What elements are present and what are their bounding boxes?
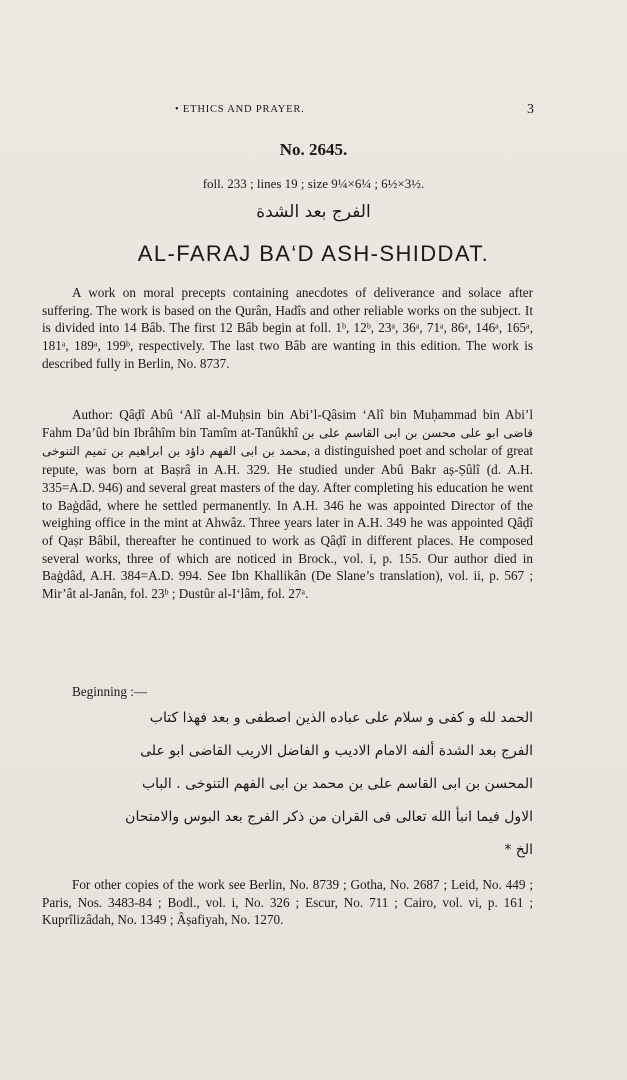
work-title: AL-FARAJ BA‘D ASH-SHIDDAT. (137, 241, 490, 266)
author-text-part2: , a distinguished poet and scholar of great repute, was born at Baṣrâ in A.H. 329. He studied under Abû Bakr aṣ-Ṣûlî (d. A.H. 335=A.D. 946) and several great masters of the day. After completing his education he went to Baġdâd, where he settled permanently. In A.H. 346 he was appointed Director of the weighing office in the mint at Ahwâz. Three years later in A.H. 349 he was appointed Qâḍî of Qaṣr Bâbil, thereafter he continued to work as Qâḍî in different places. He composed several works, three of which are noticed in Brock., vol. i, p. 155. Our author died in Baġdâd, A.H. 384=A.D. 994. See Ibn Khallikân (De Slane’s translation), vol. ii, p. 567 ; Mir’ât al-Janân, fol. 23ᵇ ; Dustûr al-I‘lâm, fol. 27ᵃ. (42, 443, 533, 602)
physical-description: foll. 233 ; lines 19 ; size 9¼×6¼ ; 6½×3½. (202, 176, 425, 191)
arabic-line: الخ * (504, 842, 533, 858)
record-number: No. 2645. (279, 140, 348, 159)
description-paragraph: A work on moral precepts containing anecdotes of deliverance and solace after suffering. The work is based on the Qurân, Hadîs and other reliable works on the subject. It is divided into 14 Bâb. The first 12 Bâb begin at foll. 1ᵇ, 12ᵇ, 23ᵃ, 36ᵃ, 71ᵃ, 86ᵃ, 146ᵃ, 165ᵃ, 181ᵃ, 189ᵃ, 199ᵇ, respectively. The last two Bâb are wanting in this edition. The work is described fully in Berlin, No. 8737. (42, 285, 533, 371)
author-paragraph (42, 406, 533, 603)
author-arabic-name: قاضی ابو علی محسن بن ابی القاسم علی بن محمد بن ابی الفهم داؤد بن ابراهیم بن تمیم التنوخی (42, 425, 534, 459)
page-number: 3 (527, 102, 534, 117)
arabic-line: الحمد لله و كفى و سلام على عباده الذين اصطفى و بعد فهذا كتاب (149, 710, 533, 726)
arabic-title: الفرج بعد الشدة (256, 202, 371, 222)
running-header (0, 104, 627, 120)
other-copies-paragraph: For other copies of the work see Berlin, No. 8739 ; Gotha, No. 2687 ; Leid, No. 449 ; Paris, Nos. 3483-84 ; Bodl., vol. i, No. 326 ; Escur, No. 711 ; Cairo, vol. vi, p. 161 ; Kuprîlizâdah, No. 1349 ; Âṣafiyah, No. 1270. (42, 877, 533, 928)
beginning-label: Beginning :— (72, 684, 148, 699)
author-text-part1: Author: Qâḍî Abû ‘Alî al-Muḥsin bin Abi’l-Qâsim ‘Alî bin Muḥammad bin Abi’l Fahm Da’ûd bin Ibrâhîm bin Tamîm at-Tanûkhî (42, 407, 533, 440)
arabic-line: الفرج بعد الشدة ألفه الامام الاديب و الفاضل الاريب القاضی ابو علی (140, 743, 533, 759)
arabic-line: الاول فيما انبأ الله تعالى فى القران من ذكر الفرج بعد البوس والامتحان (125, 809, 533, 825)
beginning-arabic-text (42, 702, 533, 867)
arabic-line: المحسن بن ابی القاسم علی بن محمد بن ابی الفهم التنوخی . الباب (141, 776, 533, 792)
running-title: • ETHICS AND PRAYER. (175, 104, 305, 115)
